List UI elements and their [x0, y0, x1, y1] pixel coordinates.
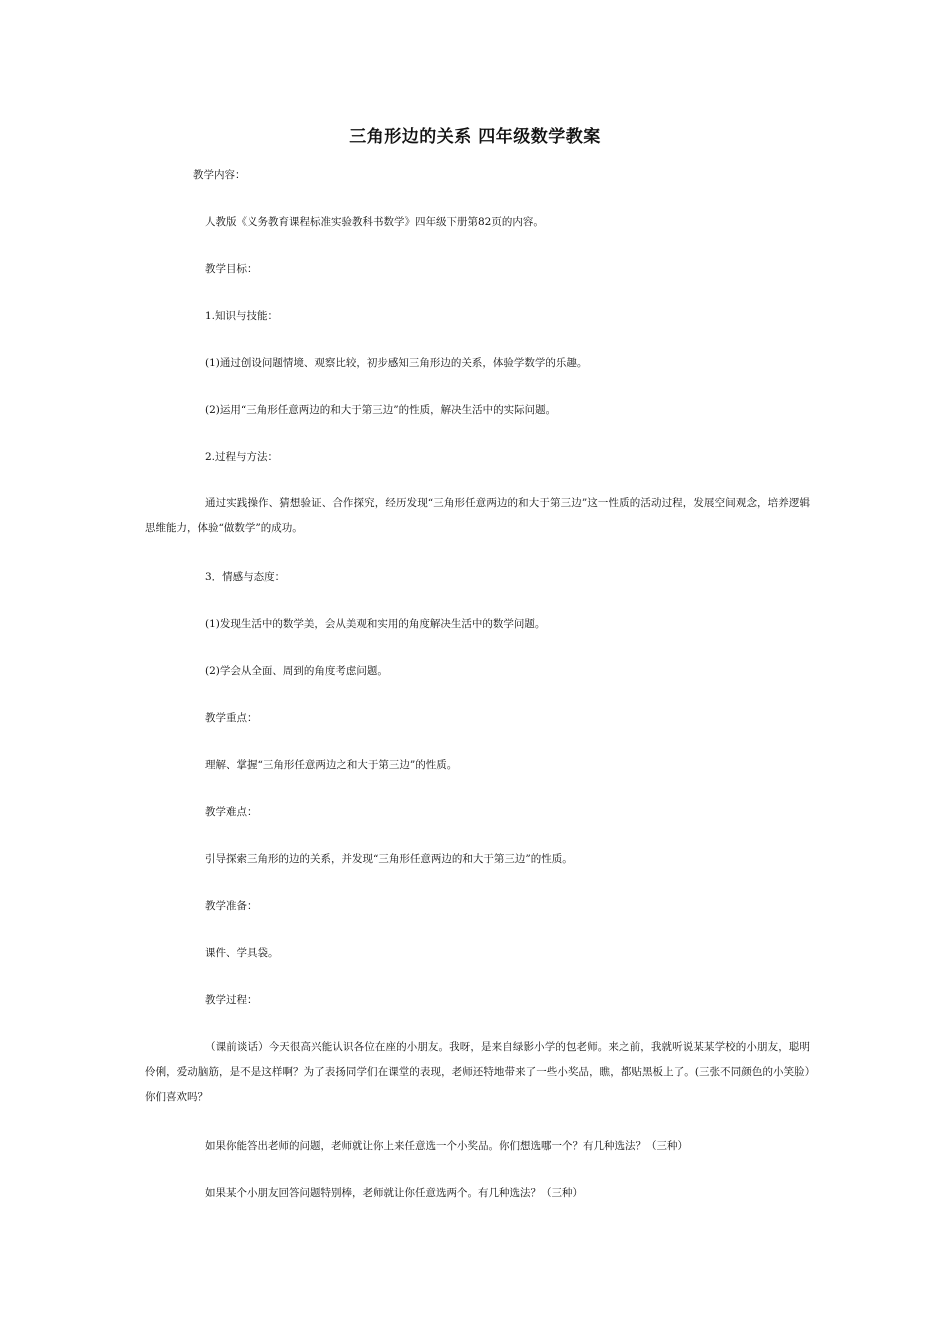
paragraph-question-one: 如果你能答出老师的问题，老师就让你上来任意选一个小奖品。你们想选哪一个？有几种选法？（三种） — [205, 1140, 688, 1152]
paragraph-preparation: 课件、学具袋。 — [205, 947, 279, 959]
paragraph-difficulty-heading: 教学难点： — [205, 806, 258, 818]
paragraph-process-method: 通过实践操作、猜想验证、合作探究，经历发现“三角形任意两边的和大于第三边”这一性质的活动过程，发展空间观念，培养逻辑思维能力，体验“做数学”的成功。 — [145, 497, 810, 534]
paragraph-difficulty: 引导探索三角形的边的关系，并发现“三角形任意两边的和大于第三边”的性质。 — [205, 853, 573, 865]
paragraph-key-point: 理解、掌握“三角形任意两边之和大于第三边”的性质。 — [205, 759, 458, 771]
paragraph-goal-1-2: (2)运用“三角形任意两边的和大于第三边”的性质，解决生活中的实际问题。 — [205, 404, 557, 416]
paragraph-question-two: 如果某个小朋友回答问题特别棒，老师就让你任意选两个。有几种选法？（三种） — [205, 1187, 583, 1199]
paragraph-process-method-heading: 2.过程与方法： — [205, 451, 279, 463]
paragraph-key-point-heading: 教学重点： — [205, 712, 258, 724]
paragraph-goal-3-1: (1)发现生活中的数学美，会从美观和实用的角度解决生活中的数学问题。 — [205, 618, 546, 630]
paragraph-teaching-content: 人教版《义务教育课程标准实验教科书数学》四年级下册第82页的内容。 — [205, 216, 544, 228]
paragraph-goal-3-2: (2)学会从全面、周到的角度考虑问题。 — [205, 665, 388, 677]
paragraph-emotion-attitude-heading: 3．情感与态度： — [205, 571, 286, 583]
paragraph-teaching-goals-heading: 教学目标： — [205, 263, 258, 275]
paragraph-knowledge-skills-heading: 1.知识与技能： — [205, 310, 279, 322]
paragraph-pre-class-talk: （课前谈话）今天很高兴能认识各位在座的小朋友。我呀，是来自绿影小学的包老师。来之前，我就听说某某学校的小朋友，聪明伶俐，爱动脑筋，是不是这样啊？为了表扬同学们在课堂的表现，老师还特地带来了一些小奖品，瞧，都贴黑板上了。(三张不同颜色的小笑脸）你们喜欢吗？ — [145, 1041, 810, 1103]
paragraph-teaching-content-heading: 教学内容： — [193, 169, 246, 181]
document-title: 三角形边的关系 四年级数学教案 — [349, 127, 601, 147]
paragraph-preparation-heading: 教学准备： — [205, 900, 258, 912]
paragraph-process-heading: 教学过程： — [205, 994, 258, 1006]
paragraph-goal-1-1: (1)通过创设问题情境、观察比较，初步感知三角形边的关系，体验学数学的乐趣。 — [205, 357, 588, 369]
